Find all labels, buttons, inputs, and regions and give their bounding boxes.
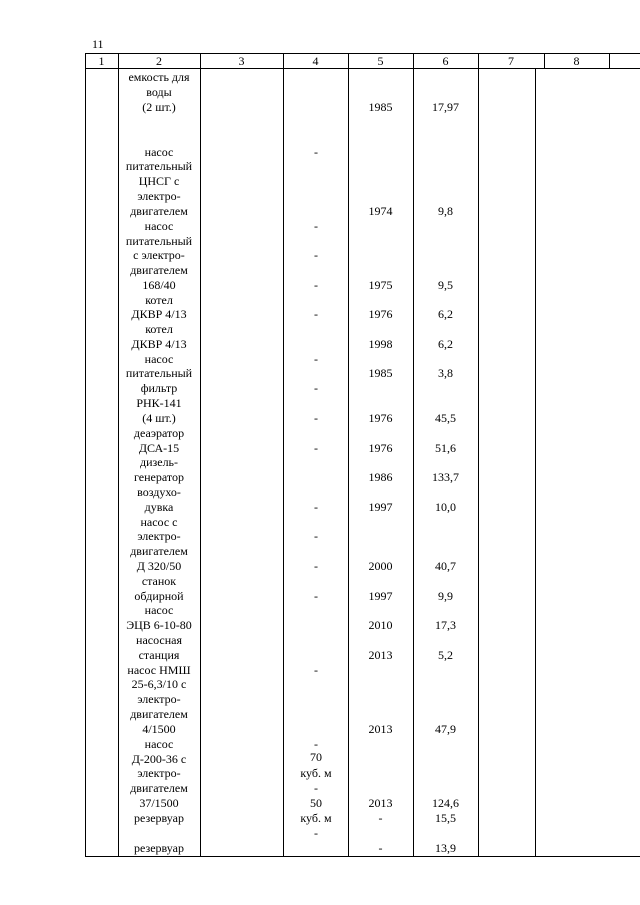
year-cell: 1997 bbox=[368, 500, 393, 514]
equipment-name-line: ДКВР 4/13 bbox=[131, 337, 187, 351]
value-cell: 51,6 bbox=[435, 441, 456, 455]
equipment-name-line: двигателем bbox=[130, 544, 188, 558]
page-number: 11 bbox=[92, 37, 104, 51]
year-cell: - bbox=[378, 841, 383, 855]
equipment-name-line: резервуар bbox=[134, 811, 184, 825]
equipment-name-line: станция bbox=[138, 648, 180, 662]
capacity-cell: - bbox=[314, 589, 318, 603]
year-cell: 2010 bbox=[368, 618, 393, 632]
equipment-name-line: электро- bbox=[137, 692, 181, 706]
header-cell: 2 bbox=[156, 54, 162, 68]
col-border bbox=[200, 53, 201, 856]
equipment-name-line: станок bbox=[141, 574, 177, 588]
capacity-cell: - bbox=[314, 441, 318, 455]
capacity-cell: - bbox=[314, 500, 318, 514]
equipment-name-line: двигателем bbox=[130, 263, 188, 277]
value-cell: 133,7 bbox=[432, 470, 459, 484]
value-cell: 124,6 bbox=[432, 796, 459, 810]
equipment-name-line: насосная bbox=[136, 633, 182, 647]
equipment-name-line: Д-200-36 с bbox=[131, 752, 187, 766]
table-bottom-border bbox=[85, 856, 640, 857]
equipment-name-line: фильтр bbox=[140, 381, 178, 395]
year-cell: 1998 bbox=[368, 337, 393, 351]
capacity-cell: 70 bbox=[310, 750, 322, 764]
equipment-name-line: 37/1500 bbox=[139, 796, 179, 810]
equipment-name-line: 25-6,3/10 с bbox=[131, 677, 187, 691]
capacity-cell: куб. м bbox=[300, 811, 332, 825]
equipment-name-line: РНК-141 bbox=[136, 396, 182, 410]
capacity-cell: - bbox=[314, 411, 318, 425]
value-cell: 10,0 bbox=[435, 500, 456, 514]
equipment-name-line: воздухо- bbox=[137, 485, 181, 499]
equipment-name-line: дизель- bbox=[139, 455, 179, 469]
equipment-name-line: ДСА-15 bbox=[138, 441, 180, 455]
equipment-name-line: электро- bbox=[137, 189, 181, 203]
year-cell: 1975 bbox=[368, 278, 393, 292]
equipment-name-line: насос с bbox=[140, 515, 178, 529]
equipment-name-line: (2 шт.) bbox=[142, 100, 176, 114]
equipment-name-line: насос bbox=[144, 603, 174, 617]
value-cell: 40,7 bbox=[435, 559, 456, 573]
col-border bbox=[85, 53, 86, 856]
year-cell: 2000 bbox=[368, 559, 393, 573]
header-cell: 7 bbox=[508, 54, 514, 68]
capacity-cell: - bbox=[314, 352, 318, 366]
value-cell: 47,9 bbox=[435, 722, 456, 736]
capacity-cell: - bbox=[314, 219, 318, 233]
capacity-cell: - bbox=[314, 248, 318, 262]
capacity-cell: - bbox=[314, 381, 318, 395]
capacity-cell: - bbox=[314, 663, 318, 677]
year-cell: 2013 bbox=[368, 648, 393, 662]
value-cell: 9,9 bbox=[438, 589, 453, 603]
year-cell: 1974 bbox=[368, 204, 393, 218]
equipment-name-line: питательный bbox=[125, 159, 193, 173]
equipment-name-line: двигателем bbox=[130, 204, 188, 218]
equipment-name-line: двигателем bbox=[130, 781, 188, 795]
col-border bbox=[609, 53, 610, 69]
equipment-name-line: резервуар bbox=[134, 841, 184, 855]
equipment-name-line: Д 320/50 bbox=[136, 559, 182, 573]
equipment-name-line: дувка bbox=[144, 500, 174, 514]
equipment-name-line: насос bbox=[144, 737, 174, 751]
equipment-name-line: электро- bbox=[137, 529, 181, 543]
value-cell: 6,2 bbox=[438, 337, 453, 351]
col-border bbox=[535, 69, 536, 856]
equipment-name-line: деаэратор bbox=[133, 426, 185, 440]
equipment-name-line: 4/1500 bbox=[142, 722, 176, 736]
year-cell: 2013 bbox=[368, 722, 393, 736]
header-bottom-border bbox=[85, 68, 640, 69]
year-cell: 1976 bbox=[368, 307, 393, 321]
value-cell: 3,8 bbox=[438, 366, 453, 380]
value-cell: 9,8 bbox=[438, 204, 453, 218]
year-cell: 1986 bbox=[368, 470, 393, 484]
capacity-cell: - bbox=[314, 559, 318, 573]
equipment-name-line: с электро- bbox=[133, 248, 185, 262]
equipment-name-line: 168/40 bbox=[142, 278, 176, 292]
equipment-name-line: котел bbox=[145, 293, 173, 307]
equipment-name-line: питательный bbox=[125, 366, 193, 380]
year-cell: 1976 bbox=[368, 441, 393, 455]
value-cell: 13,9 bbox=[435, 841, 456, 855]
header-cell: 1 bbox=[98, 54, 105, 68]
equipment-name-line: ЭЦВ 6-10-80 bbox=[126, 618, 192, 632]
equipment-name-line: ЦНСГ с bbox=[138, 174, 180, 188]
header-cell: 3 bbox=[238, 54, 245, 68]
capacity-cell: куб. м bbox=[300, 766, 332, 780]
equipment-name-line: насос bbox=[144, 145, 174, 159]
header-cell: 8 bbox=[573, 54, 580, 68]
equipment-name-line: обдирной bbox=[134, 589, 184, 603]
capacity-cell: - bbox=[314, 781, 318, 795]
equipment-name-line: насос bbox=[144, 219, 174, 233]
equipment-name-line: воды bbox=[146, 85, 172, 99]
equipment-name-line: двигателем bbox=[130, 707, 188, 721]
value-cell: 45,5 bbox=[435, 411, 456, 425]
equipment-name-line: ДКВР 4/13 bbox=[131, 307, 187, 321]
equipment-name-line: котел bbox=[145, 322, 173, 336]
year-cell: 1985 bbox=[368, 366, 393, 380]
equipment-name-line: насос НМШ bbox=[127, 663, 191, 677]
capacity-cell: - bbox=[314, 737, 318, 751]
value-cell: 9,5 bbox=[438, 278, 453, 292]
value-cell: 17,3 bbox=[435, 618, 456, 632]
value-cell: 6,2 bbox=[438, 307, 453, 321]
header-cell: 5 bbox=[377, 54, 384, 68]
equipment-name-line: питательный bbox=[125, 234, 193, 248]
value-cell: 17,97 bbox=[432, 100, 459, 114]
capacity-cell: - bbox=[314, 826, 318, 840]
year-cell: 2013 bbox=[368, 796, 393, 810]
header-cell: 6 bbox=[442, 54, 449, 68]
equipment-name-line: электро- bbox=[137, 766, 181, 780]
year-cell: - bbox=[378, 811, 383, 825]
equipment-name-line: генератор bbox=[134, 470, 184, 484]
equipment-name-line: (4 шт.) bbox=[142, 411, 176, 425]
capacity-cell: - bbox=[314, 145, 318, 159]
year-cell: 1997 bbox=[368, 589, 393, 603]
year-cell: 1985 bbox=[368, 100, 393, 114]
capacity-cell: - bbox=[314, 278, 318, 292]
col-border bbox=[478, 53, 479, 856]
equipment-name-line: емкость для bbox=[128, 70, 190, 84]
capacity-cell: 50 bbox=[310, 796, 322, 810]
capacity-cell: - bbox=[314, 307, 318, 321]
capacity-cell: - bbox=[314, 529, 318, 543]
year-cell: 1976 bbox=[368, 411, 393, 425]
header-cell: 4 bbox=[312, 54, 319, 68]
value-cell: 5,2 bbox=[438, 648, 453, 662]
value-cell: 15,5 bbox=[435, 811, 456, 825]
equipment-name-line: насос bbox=[144, 352, 174, 366]
